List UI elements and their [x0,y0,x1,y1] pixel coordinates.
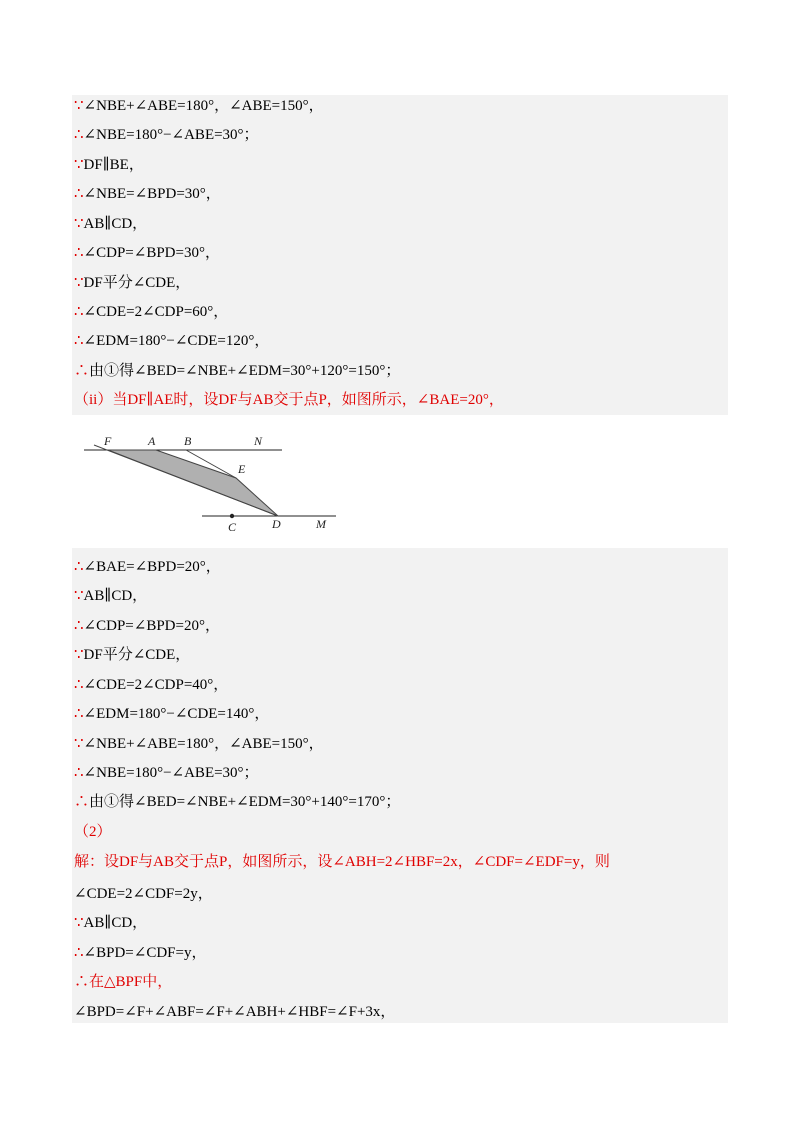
label-c: C [228,520,237,534]
proof-line: ∴∠EDM=180°−∠CDE=120°， [74,333,270,349]
point-c [230,514,234,518]
label-m: M [316,517,326,531]
proof-line: ∴∠BAE=∠BPD=20°， [74,559,221,575]
proof-line: ∴∠NBE=∠BPD=30°， [74,186,221,202]
proof-line: ∵DF平分∠CDE， [74,647,191,663]
proof-line: ∵DF∥BE， [74,157,144,173]
label-d: D [272,517,281,531]
proof-line: ∵∠NBE+∠ABE=180°，∠ABE=150°， [74,98,324,114]
proof-line: ∴由①得∠BED=∠NBE+∠EDM=30°+140°=170°； [74,794,401,810]
proof-line: ∵∠NBE+∠ABE=180°，∠ABE=150°， [74,736,324,752]
label-a: A [148,434,156,448]
geometry-diagram [72,421,344,546]
proof-line: ∴∠CDE=2∠CDP=60°， [74,304,229,320]
geometry-figure [72,421,344,546]
proof-line: ∴∠NBE=180°−∠ABE=30°； [74,765,259,781]
proof-line: ∴∠EDM=180°−∠CDE=140°， [74,706,270,722]
proof-line: ∴由①得∠BED=∠NBE+∠EDM=30°+120°=150°； [74,363,401,379]
proof-line: ∴∠CDE=2∠CDP=40°， [74,677,229,693]
proof-line: ∴∠NBE=180°−∠ABE=30°； [74,127,259,143]
label-n: N [254,434,263,448]
proof-line: ∵AB∥CD， [74,915,148,931]
proof-line: ∴∠BPD=∠CDF=y， [74,945,207,961]
case-ii-heading: （ii）当DF∥AE时，设DF与AB交于点P，如图所示，∠BAE=20°， [74,392,504,408]
proof-line: ∴∠CDP=∠BPD=30°， [74,245,220,261]
proof-line: ∴在△BPF中， [74,974,173,990]
proof-line: ∵AB∥CD， [74,216,148,232]
proof-line: ∵DF平分∠CDE， [74,275,191,291]
proof-line: ∵AB∥CD， [74,588,148,604]
proof-line: ∴∠CDP=∠BPD=20°， [74,618,220,634]
proof-line: ∠CDE=2∠CDF=2y， [74,886,213,902]
label-f: F [104,434,112,448]
proof-line: ∠BPD=∠F+∠ABF=∠F+∠ABH+∠HBF=∠F+3x， [74,1004,396,1020]
segment-fd [94,445,278,516]
part-2-label: （2） [74,824,112,840]
solution-intro: 解：设DF与AB交于点P，如图所示，设∠ABH=2∠HBF=2x，∠CDF=∠EDF=y，则 [74,854,610,870]
label-e: E [238,462,246,476]
label-b: B [184,434,192,448]
